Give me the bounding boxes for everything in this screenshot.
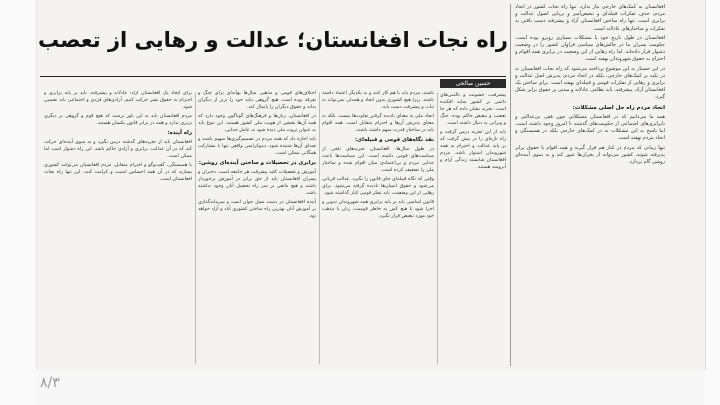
paragraph: افغانستان باید از تجربه‌های گذشته درس بگیرد و به سوی آینده‌ای حرکت کند که در آن عدالت، برابری و آزادی حاکم باشد. این راه دشوار است اما ممکن است. [44,140,192,159]
paragraph: مردم افغانستان باید به این باور برسند که هیچ قوم و گروهی بر دیگری برتری ندارد و همه در برابر قانون یکسان هستند. [44,114,192,126]
paragraph: همه ما می‌دانیم که در افغانستان مشکلاتی چون فقر، بی‌عدالتی و نابرابری‌های اجتماعی از حکومت‌های گذشته تا امروز وجود داشته است. اما پاسخ به این مشکلات نه در کمک‌های خارجی بلکه در همبستگی و اتحاد مردم نهفته است. [515,113,665,142]
paragraph: اتحاد ملی به معنای نادیده گرفتن تفاوت‌ها نیست، بلکه به معنای پذیرش آن‌ها و احترام متقابل است. همه اقوام باید در ساختار قدرت سهم داشته باشند. [322,114,434,133]
paragraph: افغانستان در طول تاریخ خود با مشکلات بسیاری روبرو بوده است. حکومت پسران ما در چالش‌های سیاسی فراوان کشور را در وضعیت دشوار قرار داده‌اند. اما راه رهایی از این وضعیت در برابری همه اقوام و احترام به حقوق شهروندان نهفته است. [515,34,665,63]
paragraph: تنها زمانی که مردم در کنار هم قرار گیرند و همه اقوام با حقوق برابر پذیرفته شوند، کشور می‌تواند از بحران‌ها عبور کند و به سوی آینده‌ای روشن گام بردارد. [515,144,665,166]
right-article-column [515,4,665,370]
paragraph: برای ایجاد یک افغانستان آزاد، عادلانه و پیشرفته، باید بر پایه برابری و احترام به حقوق بشر حرکت کنیم. آزادی‌های فردی و اجتماعی باید تضمین شود. [44,91,192,110]
column-divider [510,4,511,366]
section-title: برابری در تحصیلات و ساختن آینده‌ای روشن: [198,160,316,166]
paragraph: قانون اساسی باید بر پایه برابری همه شهروندان تدوین و اجرا شود تا هیچ کس به خاطر قومیت، زبان یا مذهب خود مورد تبعیض قرار نگیرد. [322,200,434,219]
paragraph: در این جستار به این موضوع پرداخته می‌شود که راه نجات افغانستان نه در تکیه بر کمک‌های خارجی، بلکه در اتحاد مردم، پذیرش اصل عدالت و برابری و رهایی از تفکرات قومی و قبیله‌ای نهفته است. برای ساختن یک افغانستان آزاد، پیشرفته، باید نظامی عادلانه و مبتنی بر حقوق برابر شکل گیرد. [515,65,665,101]
paragraph: افغانستان به کمک‌های خارجی نیاز ندارد. تنها راه نجات کشور در اتحاد مردم، حذف تفکرات قبیله‌ای و تبعیض‌آمیز و برپایی اصول عدالت و برابری است. تنها راه ساختن افغانستان آزاد و پیشرفته دست یافتن به تفکرات و ساختارهای عادلانه است. [515,4,665,32]
section-title: اتحاد مردم راه حل اصلی مشکلات: [572,104,665,111]
paragraph: در افغانستان، زبان‌ها و فرهنگ‌های گوناگون وجود دارد که همه آن‌ها بخشی از هویت ملی کشور هستند. این تنوع باید به عنوان ثروت ملی دیده شود نه عامل جدایی. [198,114,316,133]
column-divider [437,92,438,364]
paragraph: با همبستگی، گفت‌وگو و احترام متقابل، مردم افغانستان می‌توانند کشوری بسازند که در آن همه احساس امنیت و کرامت کنند. این تنها راه نجات افغانستان است. [44,163,192,182]
paragraph: پیشرفت، خشونت و ناامنی‌های دائمی بر کشور سایه افکنده است. تجربه نشان داده که هر جا تعصب و تبعیض حاکم بوده، جنگ و ویرانی به دنبال داشته است. [440,93,506,126]
paragraph: آموزش و تحصیلات کلید پیشرفت هر جامعه است. دختران و پسران افغانستان باید از حق برابر در آموزش برخوردار باشند و هیچ مانعی بر سر راه تحصیل آنان وجود نداشته باشد. [198,170,316,196]
paragraph: باید اجازه داد که همه مردم در تصمیم‌گیری‌ها سهیم باشند و صدای آن‌ها شنیده شود. دموکراسی واقعی تنها با مشارکت همگانی ممکن است. [198,137,316,156]
paragraph: آینده افغانستان در دست نسل جوان است و سرمایه‌گذاری بر آموزش آنان بهترین راه ساختن کشوری آباد و آزاد خواهد بود. [198,200,316,219]
article-column-1 [440,92,506,368]
headline-box [37,4,509,77]
article-column-4 [44,90,192,366]
paragraph: وقتی که نگاه قبیله‌ای جای قانون را بگیرد، عدالت قربانی می‌شود و حقوق انسان‌ها نادیده گرفته می‌شود. برای رهایی از این وضعیت، باید تفکر قومی کنار گذاشته شود. [322,177,434,196]
column-divider [195,92,196,364]
paragraph: باشند، مردم باید با هم کار کنند و به یکدیگر اعتماد داشته باشند. زیرا هیچ کشوری بدون اتحاد و همدلی نمی‌تواند به ثبات و پیشرفت دست یابد. [322,91,434,110]
section-title: راه آینده: [167,130,192,136]
page-number: ۸/۳ [40,375,60,391]
paragraph: در طول سال‌ها، افغانستان تجربه‌های تلخی از سیاست‌های قومی داشته است. این سیاست‌ها باعث جدایی مردم و بی‌اعتمادی میان اقوام شده و ساختار ملی را تضعیف کرده است. [322,147,434,173]
article-column-3 [198,90,316,366]
column-divider [319,92,320,364]
paragraph: اختلاف‌های قومی و مذهبی سال‌ها بهانه‌ای برای جنگ و تفرقه بوده است. هیچ گروهی نباید خود را برتر از دیگران بداند و حقوق دیگران را پایمال کند. [198,91,316,110]
author-byline: حسین صالحی [440,79,506,88]
paragraph: باید از این تجربه درس گرفت و راه تازه‌ای را در پیش گرفت که بر پایه عدالت و احترام به همه شهروندان استوار باشد. مردم افغانستان شایسته زندگی آرام و آبرومند هستند. [440,130,506,170]
page-footer-strip [36,370,704,405]
article-headline: راه نجات افغانستان؛ عدالت و رهایی از تعصب [37,28,509,52]
section-title: نقد نگاه‌های قومی و قبیله‌ای: [355,137,434,143]
article-column-2 [322,90,434,366]
